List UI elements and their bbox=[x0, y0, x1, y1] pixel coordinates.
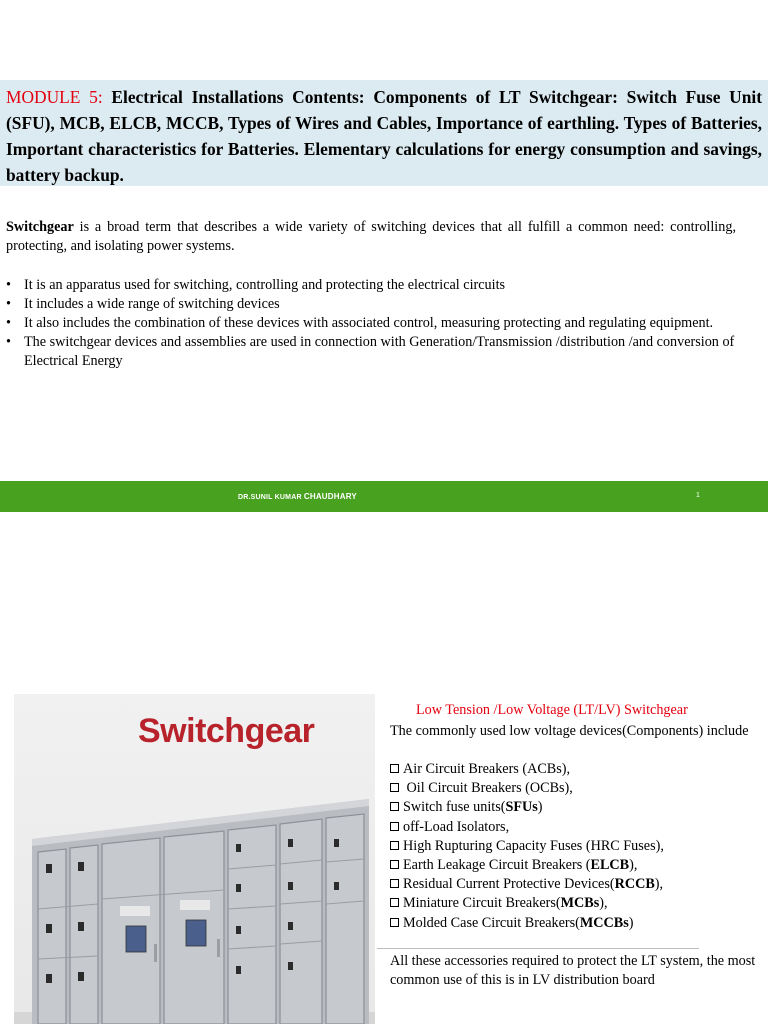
checkbox-icon bbox=[390, 764, 399, 773]
device-item: Miniature Circuit Breakers(MCBs), bbox=[390, 894, 768, 913]
device-item: Switch fuse units(SFUs) bbox=[390, 798, 768, 817]
device-item: Earth Leakage Circuit Breakers (ELCB), bbox=[390, 856, 768, 875]
bullet-item: • It is an apparatus used for switching, controlling and protecting the electrical circuits bbox=[6, 276, 742, 295]
checkbox-icon bbox=[390, 918, 399, 927]
device-item: Air Circuit Breakers (ACBs), bbox=[390, 760, 768, 779]
checkbox-icon bbox=[390, 802, 399, 811]
device-item: off-Load Isolators, bbox=[390, 818, 768, 837]
author-prefix: DR.SUNIL KUMAR bbox=[238, 494, 304, 501]
lt-switchgear-note: All these accessories required to protect the LT system, the most common use of this is in LV distribution board bbox=[390, 953, 756, 988]
checkbox-icon bbox=[390, 898, 399, 907]
checkbox-icon bbox=[390, 879, 399, 888]
slide-2 bbox=[0, 512, 768, 1024]
switchgear-definition bbox=[6, 218, 736, 256]
bullet-item: • It includes a wide range of switching devices bbox=[6, 295, 742, 314]
bullet-item: • The switchgear devices and assemblies are used in connection with Generation/Transmission /distribution /and conversion of Electrical Energy bbox=[6, 333, 742, 371]
device-item: Oil Circuit Breakers (OCBs), bbox=[390, 779, 768, 798]
module-header bbox=[0, 80, 768, 186]
lt-switchgear-title: Low Tension /Low Voltage (LT/LV) Switchgear bbox=[416, 702, 688, 718]
divider-line bbox=[377, 948, 699, 949]
module-label: MODULE 5: bbox=[6, 87, 103, 107]
switchgear-photo bbox=[14, 694, 375, 1024]
lt-switchgear-intro: The commonly used low voltage devices(Components) include bbox=[390, 723, 749, 739]
device-item: Molded Case Circuit Breakers(MCCBs) bbox=[390, 914, 768, 933]
definition-text: is a broad term that describes a wide variety of switching devices that all fulfill a common need: controlling, protecting, and isolating power systems. bbox=[6, 219, 736, 254]
switchgear-bullets bbox=[6, 276, 742, 371]
lt-device-list bbox=[390, 760, 768, 933]
checkbox-icon bbox=[390, 783, 399, 792]
checkbox-icon bbox=[390, 841, 399, 850]
author-surname: CHAUDHARY bbox=[303, 492, 357, 501]
footer-page-number: 1 bbox=[696, 492, 700, 499]
device-item: Residual Current Protective Devices(RCCB), bbox=[390, 875, 768, 894]
footer-author bbox=[238, 492, 357, 501]
checkbox-icon bbox=[390, 822, 399, 831]
device-item: High Rupturing Capacity Fuses (HRC Fuses), bbox=[390, 837, 768, 856]
bullet-item: • It also includes the combination of these devices with associated control, measuring protecting and regulating equipment. bbox=[6, 314, 742, 333]
module-title: Electrical Installations Contents: Components of LT Switchgear: Switch Fuse Unit (SFU), MCB, ELCB, MCCB, Types of Wires and Cables, Importance of earthling. Types of Batteries, Important characteristics for Batteries. Elementary calculations for energy consumption and savings, battery backup. bbox=[6, 87, 762, 185]
slide-footer bbox=[0, 481, 768, 513]
photo-caption: Switchgear bbox=[138, 712, 315, 750]
definition-term: Switchgear bbox=[6, 219, 74, 235]
checkbox-icon bbox=[390, 860, 399, 869]
